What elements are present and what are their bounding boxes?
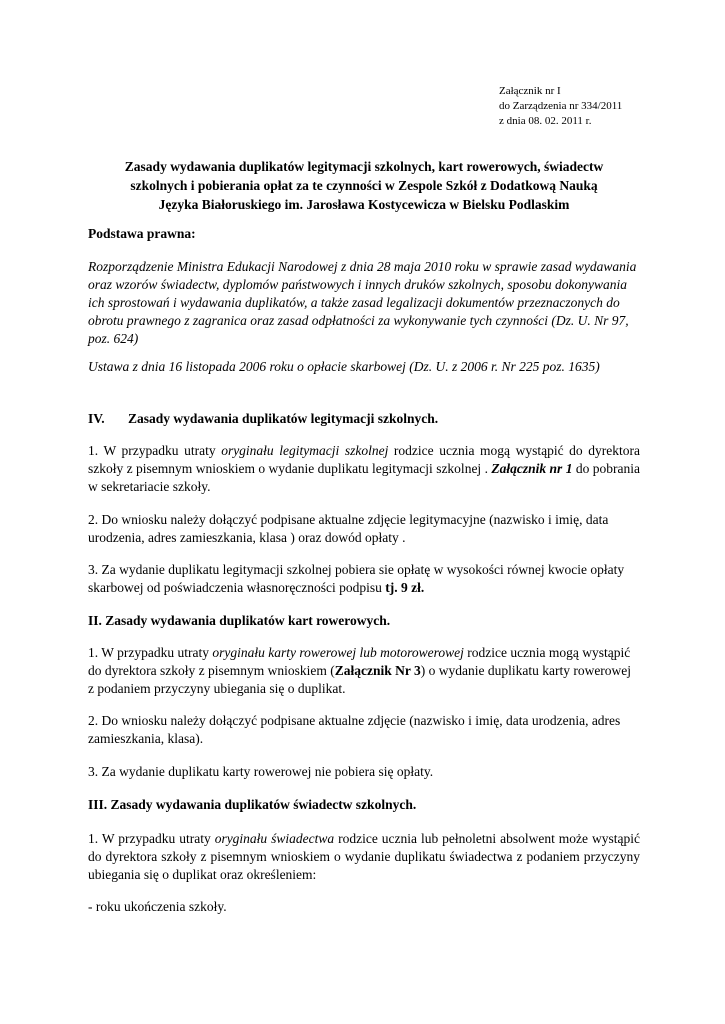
section-legitymacje-point-1: [88, 442, 640, 496]
text-run: 1. W przypadku utraty: [88, 645, 213, 660]
section-title: Zasady wydawania duplikatów legitymacji szkolnych.: [128, 411, 439, 426]
annex-reference: [499, 84, 622, 129]
section-karty-heading: II. Zasady wydawania duplikatów kart rowerowych.: [88, 613, 391, 628]
section-karty-point-1: [88, 644, 640, 698]
text-run-bold: Załącznik Nr 3: [334, 663, 421, 678]
text-run: ) o wydanie duplikatu karty rowerowej z podaniem przyczyny ubiegania się o duplikat.: [88, 663, 632, 696]
section-karty-point-2: 2. Do wniosku należy dołączyć podpisane aktualne zdjęcie (nazwisko i imię, data urodzenia, adres zamieszkania, klasa).: [88, 713, 621, 746]
legal-basis-act: Ustawa z dnia 16 listopada 2006 roku o opłacie skarbowej (Dz. U. z 2006 r. Nr 225 poz. 1635): [88, 359, 600, 374]
text-run: 1. W przypadku utraty: [88, 831, 215, 846]
text-run-italic: oryginału legitymacji szkolnej: [221, 443, 389, 458]
section-swiadectwa-point-1: [88, 830, 640, 884]
text-run: rodzice ucznia mogą wystąpić do dyrektora szkoły z pisemnym wnioskiem (: [88, 645, 631, 678]
section-number: IV.: [88, 411, 105, 426]
section-legitymacje-heading: [88, 410, 640, 428]
text-run-italic: oryginału karty rowerowej lub motorowerowej: [212, 645, 464, 660]
section-swiadectwa-heading: III. Zasady wydawania duplikatów świadectw szkolnych.: [88, 797, 417, 812]
text-run-bold: tj. 9 zł.: [385, 580, 425, 595]
annex-order: do Zarządzenia nr 334/2011: [499, 100, 623, 112]
annex-number: Załącznik nr I: [499, 85, 561, 97]
text-run-bold-italic: Załącznik nr 1: [491, 461, 573, 476]
text-run-italic: oryginału świadectwa: [214, 831, 335, 846]
text-run: 3. Za wydanie duplikatu legitymacji szkolnej pobiera sie opłatę w wysokości równej kwocie opłaty skarbowej od poświadczenia własnoręczności podpisu: [88, 562, 625, 595]
section-swiadectwa-item-1: - roku ukończenia szkoły.: [88, 899, 227, 914]
section-legitymacje-point-3: [88, 561, 640, 597]
annex-date: z dnia 08. 02. 2011 r.: [499, 115, 592, 127]
text-run: rodzice ucznia lub pełnoletni absolwent może wystąpić do dyrektora szkoły z pisemnym wnioskiem o wydanie duplikatu świadectwa z podaniem przyczyny ubiegania się o duplikat oraz określeniem:: [88, 831, 640, 882]
legal-basis-regulation: Rozporządzenie Ministra Edukacji Narodowej z dnia 28 maja 2010 roku w sprawie zasad wydawania oraz wzorów świadectw, dyplomów państwowych i innych druków szkolnych, sposobu dokonywania ich sprostowań i wydawania duplikatów, a także zasad legalizacji dokumentów przeznaczonych do obrotu prawnego z zagranica oraz zasad odpłatności za wykonywanie tych czynności (Dz. U. Nr 97, poz. 624): [88, 259, 637, 346]
legal-basis-heading: Podstawa prawna:: [88, 226, 196, 241]
title-line-3: Języka Białoruskiego im. Jarosława Kostycewicza w Bielsku Podlaskim: [158, 197, 570, 212]
section-legitymacje-point-2: 2. Do wniosku należy dołączyć podpisane aktualne zdjęcie legitymacyjne (nazwisko i imię, data urodzenia, adres zamieszkania, klasa ) oraz dowód opłaty .: [88, 512, 609, 545]
text-run: 1. W przypadku utraty: [88, 443, 222, 458]
text-run: rodzice ucznia mogą wystąpić do dyrektora szkoły z pisemnym wnioskiem o wydanie duplikatu legitymacji szkolnej .: [88, 443, 640, 476]
title-line-2: szkolnych i pobierania opłat za te czynności w Zespole Szkół z Dodatkową Nauką: [130, 178, 598, 193]
title-line-1: Zasady wydawania duplikatów legitymacji szkolnych, kart rowerowych, świadectw: [124, 159, 604, 174]
section-karty-point-3: 3. Za wydanie duplikatu karty rowerowej nie pobiera się opłaty.: [88, 764, 434, 779]
text-run: do pobrania w sekretariacie szkoły.: [88, 461, 640, 494]
document-title: [88, 157, 640, 214]
